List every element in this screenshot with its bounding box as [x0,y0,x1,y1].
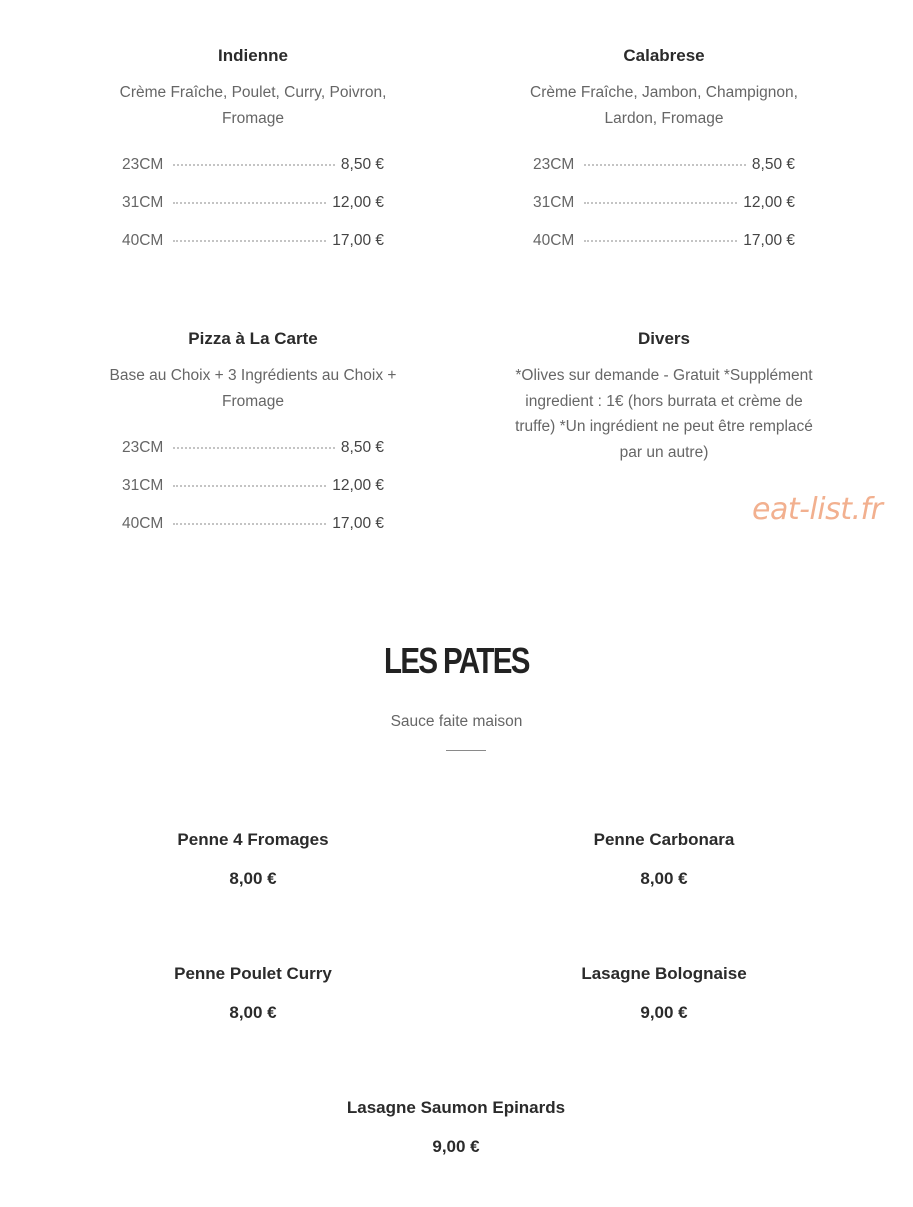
section-divider [446,750,486,751]
size-label: 40CM [122,515,164,532]
price-row [122,476,384,514]
price-value: 8,50 € [340,156,384,173]
price-value: 17,00 € [332,232,384,249]
price-row [533,155,795,193]
item-title: Indienne [218,46,288,65]
item-title: Calabrese [623,46,705,65]
pasta-price: 9,00 € [432,1137,480,1156]
section-title: LES PATES [383,640,529,681]
price-list [122,438,384,552]
size-label: 23CM [122,439,164,456]
item-title: Divers [638,329,690,348]
dot-leader [173,447,335,449]
pasta-price: 9,00 € [640,1003,688,1022]
price-row [122,193,384,231]
size-label: 31CM [122,477,164,494]
pasta-name: Lasagne Saumon Epinards [346,1098,566,1117]
size-label: 40CM [533,232,575,249]
pasta-name: Penne Poulet Curry [174,964,332,983]
pasta-price: 8,00 € [229,869,277,888]
size-label: 31CM [533,194,575,211]
dot-leader [584,240,737,242]
dot-leader [173,240,326,242]
section-subtitle: Sauce faite maison [390,713,523,730]
dot-leader [584,164,746,166]
item-title: Pizza à La Carte [188,329,318,348]
price-value: 8,50 € [751,156,795,173]
price-row [122,438,384,476]
price-list [533,155,795,269]
price-row [533,193,795,231]
price-value: 12,00 € [743,194,795,211]
price-row [122,231,384,269]
pasta-item [103,964,403,1023]
menu-item-calabrese [514,46,814,269]
price-row [533,231,795,269]
price-row [122,155,384,193]
menu-item-divers [514,329,814,465]
pasta-name: Lasagne Bolognaise [581,964,747,983]
item-description: Base au Choix + 3 Ingrédients au Choix + Fromage [109,367,397,410]
pasta-name: Penne 4 Fromages [177,830,329,849]
menu-item-pizza-a-la-carte [103,329,403,552]
dot-leader [173,523,326,525]
pasta-item [103,830,403,889]
dot-leader [173,202,326,204]
size-label: 40CM [122,232,164,249]
price-value: 8,50 € [340,439,384,456]
menu-item-indienne [103,46,403,269]
size-label: 31CM [122,194,164,211]
price-value: 17,00 € [743,232,795,249]
item-description: Crème Fraîche, Poulet, Curry, Poivron, Fromage [119,84,387,127]
pasta-item [514,830,814,889]
price-value: 12,00 € [332,477,384,494]
item-description: *Olives sur demande - Gratuit *Supplément ingredient : 1€ (hors burrata et crème de truffe) *Un ingrédient ne peut être remplacé par un autre) [515,367,813,461]
dot-leader [584,202,737,204]
size-label: 23CM [533,156,575,173]
size-label: 23CM [122,156,164,173]
pasta-price: 8,00 € [229,1003,277,1022]
price-value: 12,00 € [332,194,384,211]
price-list [122,155,384,269]
price-row [122,514,384,552]
pasta-name: Penne Carbonara [593,830,735,849]
item-description: Crème Fraîche, Jambon, Champignon, Lardon, Fromage [530,84,798,127]
price-value: 17,00 € [332,515,384,532]
pasta-item [514,964,814,1023]
watermark: eat-list.fr [752,492,883,527]
dot-leader [173,485,326,487]
dot-leader [173,164,335,166]
pasta-item [306,1098,606,1157]
pasta-price: 8,00 € [640,869,688,888]
